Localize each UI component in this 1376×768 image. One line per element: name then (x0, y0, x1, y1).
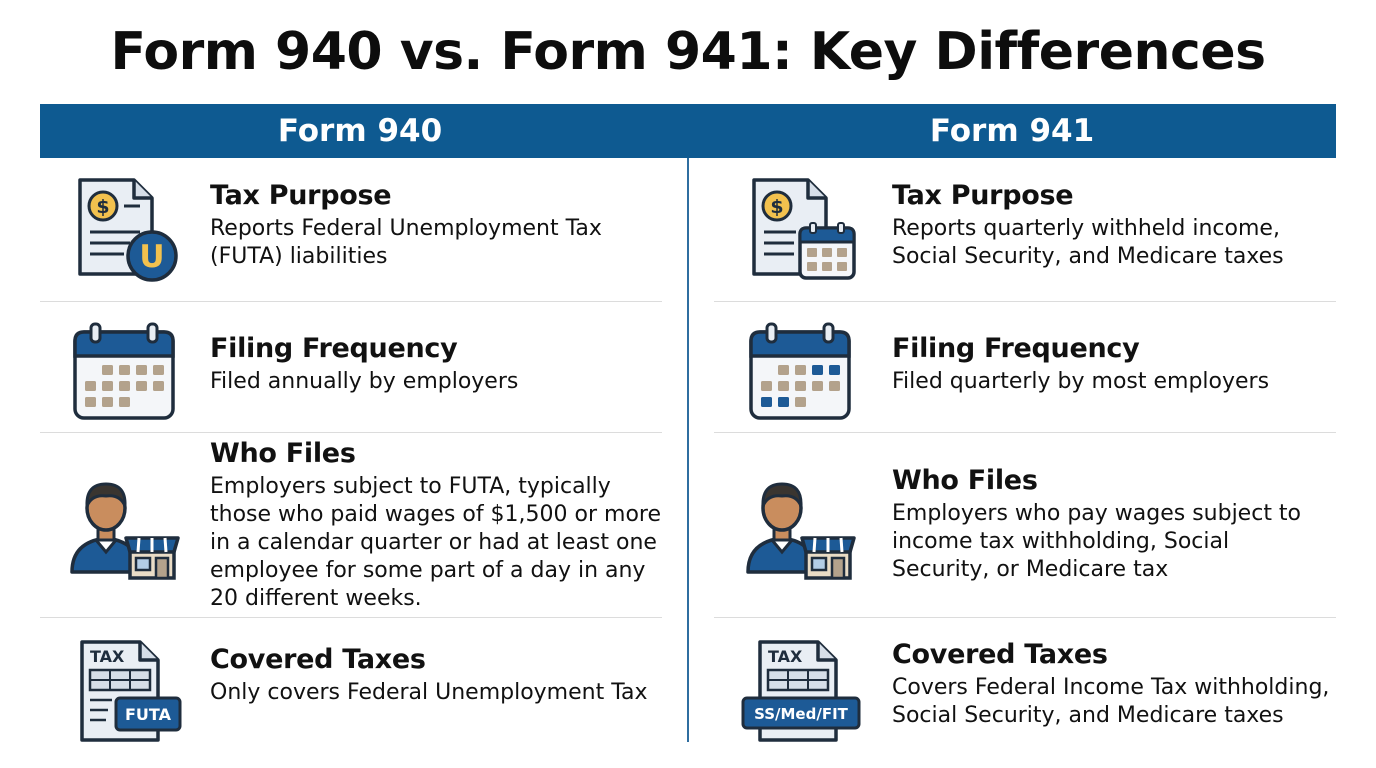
employer-store-icon (744, 478, 856, 582)
row-heading: Tax Purpose (892, 180, 1074, 211)
right-who-files (892, 465, 1332, 584)
row-description: Reports quarterly withheld income, Social Security, and Medicare taxes (892, 216, 1284, 269)
row-heading: Filing Frequency (210, 333, 458, 364)
page-title: Form 940 vs. Form 941: Key Differences (110, 22, 1266, 82)
column-header-bar (40, 104, 1336, 158)
row-description: Employers subject to FUTA, typically those who paid wages of $1,500 or more in a calendar quarter or had at least one employee for some part of a day in any 20 different weeks. (210, 474, 662, 611)
svg-text:U: U (139, 239, 165, 275)
column-header-form-940: Form 940 (277, 113, 443, 149)
tax-form-label: TAX (90, 647, 125, 666)
row-heading: Who Files (210, 438, 356, 469)
document-dollar-u-icon (74, 176, 182, 284)
document-dollar-calendar-icon (750, 176, 860, 284)
row-description: Only covers Federal Unemployment Tax (210, 680, 648, 705)
tax-form-icon (76, 638, 186, 744)
column-divider (687, 158, 689, 742)
row-divider (714, 617, 1336, 618)
tax-form-icon (740, 638, 864, 744)
right-covered-taxes (892, 639, 1332, 730)
row-divider (714, 301, 1336, 302)
svg-text:$: $ (770, 196, 784, 218)
calendar-icon (72, 322, 176, 422)
row-description: Filed annually by employers (210, 369, 519, 394)
row-description: Employers who pay wages subject to income tax withholding, Social Security, or Medicare tax (892, 501, 1302, 582)
row-divider (40, 301, 662, 302)
row-heading: Covered Taxes (210, 644, 426, 675)
left-tax-purpose (210, 180, 660, 271)
row-divider (40, 432, 662, 433)
row-divider (714, 432, 1336, 433)
ss-med-fit-badge: SS/Med/FIT (754, 705, 848, 723)
row-description: Reports Federal Unemployment Tax (FUTA) liabilities (210, 216, 602, 269)
column-header-form-941: Form 941 (929, 113, 1095, 149)
futa-badge: FUTA (125, 705, 171, 724)
row-description: Covers Federal Income Tax withholding, Social Security, and Medicare taxes (892, 675, 1330, 728)
row-heading: Filing Frequency (892, 333, 1140, 364)
left-who-files (210, 438, 670, 613)
row-heading: Tax Purpose (210, 180, 392, 211)
left-filing-frequency (210, 333, 660, 396)
calendar-quarterly-icon (748, 322, 852, 422)
right-filing-frequency (892, 333, 1332, 396)
row-description: Filed quarterly by most employers (892, 369, 1270, 394)
svg-text:$: $ (96, 196, 110, 218)
tax-form-label: TAX (768, 647, 803, 666)
row-heading: Covered Taxes (892, 639, 1108, 670)
left-covered-taxes (210, 644, 660, 707)
row-divider (40, 617, 662, 618)
right-tax-purpose (892, 180, 1332, 271)
employer-store-icon (68, 478, 180, 582)
row-heading: Who Files (892, 465, 1038, 496)
